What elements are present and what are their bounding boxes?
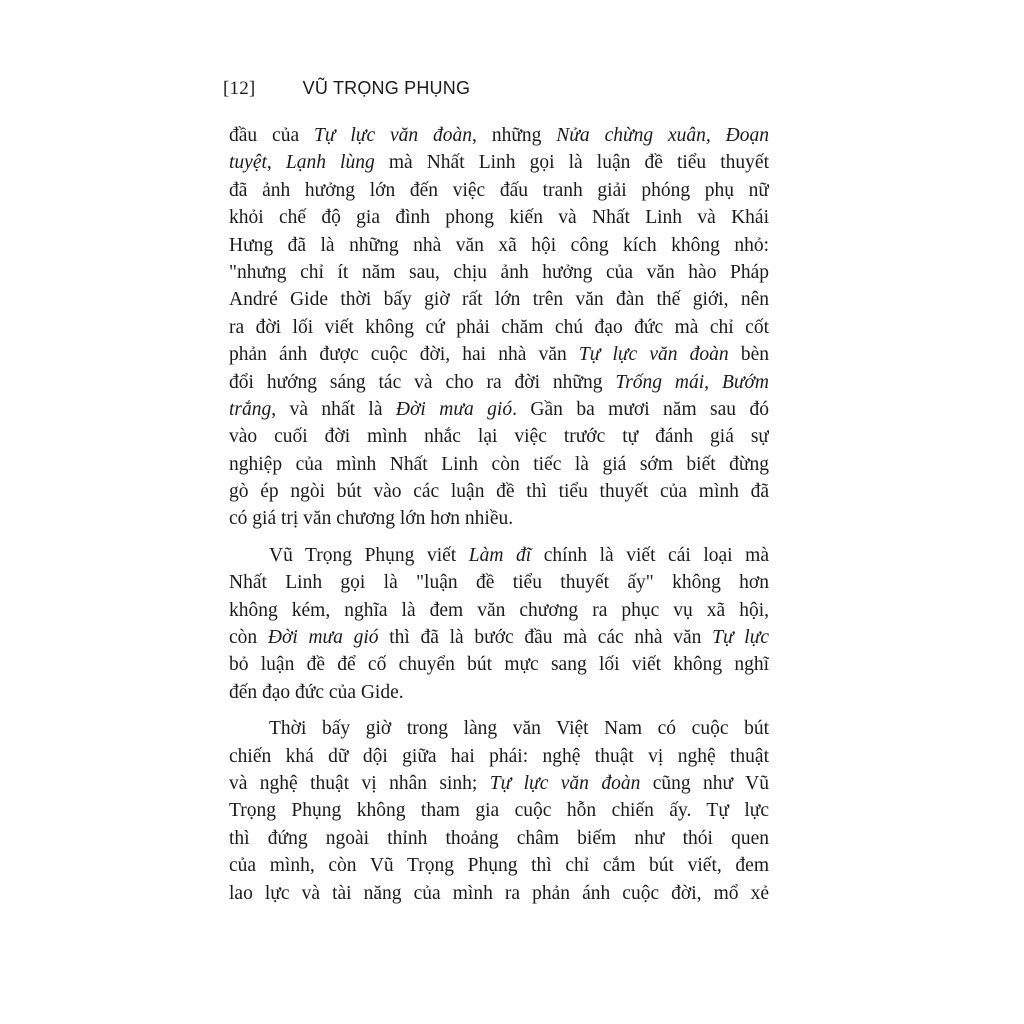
text-run: lao lực và tài năng của mình ra phản ánh cuộc đời, mổ xẻ: [229, 882, 769, 904]
text-line: [229, 715, 769, 742]
text-run: Thời bấy giờ trong làng văn Việt Nam có cuộc bút: [269, 718, 769, 740]
paragraph: [229, 715, 769, 907]
text-run: , và nhất là: [271, 398, 396, 420]
text-run: Hưng đã là những nhà văn xã hội công kích không nhỏ:: [229, 234, 769, 256]
text-run: André Gide thời bấy giờ rất lớn trên văn đàn thế giới, nên: [229, 289, 769, 311]
text-line: [229, 880, 769, 907]
text-line: [229, 825, 769, 852]
italic-title: Trống mái, Bướm: [615, 371, 769, 393]
text-line: [229, 314, 769, 341]
text-line: [229, 177, 769, 204]
italic-title: Tự lực: [712, 627, 769, 649]
paragraph: [229, 542, 769, 706]
text-run: mà Nhất Linh gọi là luận đề tiểu thuyết: [374, 152, 769, 174]
text-run: ,: [266, 152, 286, 174]
text-run: "nhưng chỉ ít năm sau, chịu ảnh hưởng của văn hào Pháp: [229, 261, 769, 283]
paragraph: [229, 122, 769, 533]
text-run: phản ánh được cuộc đời, hai nhà văn: [229, 344, 579, 366]
text-run: vào cuối đời mình nhắc lại việc trước tự đánh giá sự: [229, 426, 769, 448]
text-line: [229, 569, 769, 596]
text-line: [229, 232, 769, 259]
text-line: [229, 478, 769, 505]
text-line: [229, 396, 769, 423]
text-line: [229, 149, 769, 176]
text-run: đầu của: [229, 125, 315, 146]
text-line: [229, 624, 769, 651]
text-run: Vũ Trọng Phụng viết: [269, 544, 469, 566]
text-run: thì đã là bước đầu mà các nhà văn: [378, 627, 713, 649]
running-header: [223, 78, 470, 100]
text-run: và nghệ thuật vị nhân sinh;: [229, 772, 490, 794]
italic-title: Làm đĩ: [468, 544, 532, 566]
italic-title: Đời mưa gió: [267, 627, 379, 649]
text-run: đổi hướng sáng tác và cho ra đời những: [229, 371, 616, 393]
text-line: [229, 286, 769, 313]
text-run: thì đứng ngoài thỉnh thoảng châm biếm như thói quen: [229, 827, 769, 849]
text-run: còn: [229, 627, 268, 649]
text-line: [229, 341, 769, 368]
paragraph-gap: [229, 533, 769, 542]
text-line: [229, 770, 769, 797]
text-run: bèn: [728, 344, 769, 366]
text-run: bỏ luận đề để cố chuyển bút mực sang lối viết không nghĩ: [229, 654, 769, 676]
text-run: ra đời lối viết không cứ phải chăm chú đạo đức mà chỉ cốt: [229, 316, 769, 338]
italic-title: Tự lực văn đoàn: [489, 772, 641, 794]
body-text: [229, 122, 769, 907]
text-line: [229, 743, 769, 770]
text-run: đã ảnh hưởng lớn đến việc đấu tranh giải phóng phụ nữ: [229, 179, 769, 201]
text-run: có giá trị văn chương lớn hơn nhiều.: [229, 508, 514, 530]
text-run: của mình, còn Vũ Trọng Phụng thì chỉ cắm bút viết, đem: [229, 855, 769, 877]
text-line: [229, 204, 769, 231]
text-line: [229, 423, 769, 450]
text-line: [229, 451, 769, 478]
text-run: cũng như Vũ: [640, 772, 769, 794]
text-line: [229, 651, 769, 678]
italic-title: tuyệt: [229, 152, 267, 174]
text-run: chiến khá dữ dội giữa hai phái: nghệ thuật vị nghệ thuật: [229, 745, 769, 767]
running-title: VŨ TRỌNG PHỤNG: [302, 78, 471, 98]
text-run: nghiệp của mình Nhất Linh còn tiếc là giá sớm biết đừng: [229, 453, 769, 475]
text-line: [229, 679, 769, 706]
text-line: [229, 259, 769, 286]
italic-title: Lạnh lùng: [285, 152, 375, 174]
text-run: , những: [472, 125, 557, 146]
italic-title: Nửa chừng xuân, Đoạn: [556, 125, 769, 146]
italic-title: Tự lực văn đoàn: [314, 125, 473, 146]
text-run: gò ép ngòi bút vào các luận đề thì tiểu thuyết của mình đã: [229, 481, 769, 503]
text-run: . Gần ba mươi năm sau đó: [512, 398, 769, 420]
text-run: Trọng Phụng không tham gia cuộc hỗn chiến ấy. Tự lực: [229, 800, 769, 822]
italic-title: Tự lực văn đoàn: [578, 344, 729, 366]
text-line: [229, 852, 769, 879]
text-line: [229, 797, 769, 824]
text-run: không kém, nghĩa là đem văn chương ra phục vụ xã hội,: [229, 599, 769, 621]
text-run: đến đạo đức của Gide.: [229, 681, 404, 703]
text-line: [229, 369, 769, 396]
italic-title: trắng: [229, 398, 272, 420]
text-line: [229, 597, 769, 624]
text-run: Nhất Linh gọi là "luận đề tiểu thuyết ấy" không hơn: [229, 572, 769, 594]
text-run: khỏi chế độ gia đình phong kiến và Nhất Linh và Khái: [229, 207, 769, 229]
paragraph-gap: [229, 706, 769, 715]
page-number: [12]: [223, 78, 256, 99]
italic-title: Đời mưa gió: [395, 398, 513, 420]
text-line: [229, 122, 769, 149]
text-line: [229, 505, 769, 532]
text-run: chính là viết cái loại mà: [531, 544, 769, 566]
text-line: [229, 542, 769, 569]
